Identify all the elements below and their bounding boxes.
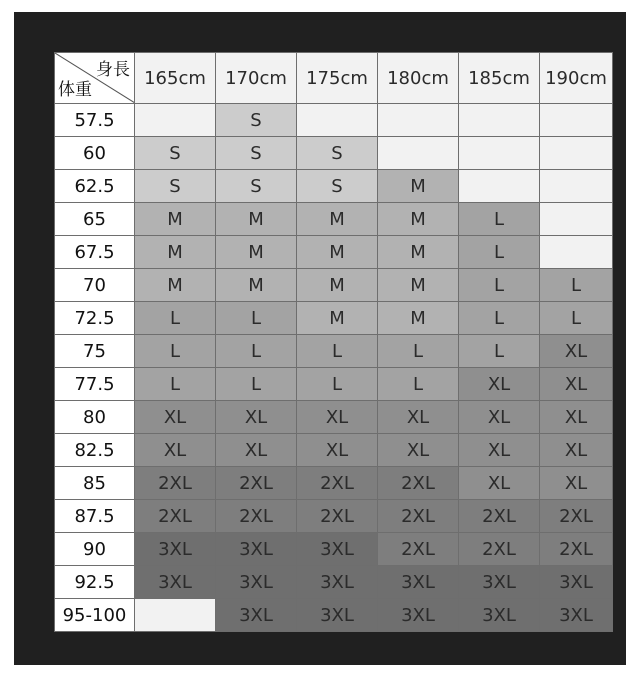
size-cell: L [459, 236, 540, 269]
size-cell: 3XL [378, 566, 459, 599]
weight-cell: 75 [55, 335, 135, 368]
size-cell: 2XL [378, 467, 459, 500]
size-chart-table [54, 52, 613, 632]
weight-cell: 90 [55, 533, 135, 566]
size-cell: 3XL [540, 599, 613, 632]
height-header-165: 165cm [135, 53, 216, 104]
size-cell: 2XL [459, 533, 540, 566]
size-cell: L [378, 368, 459, 401]
weight-cell: 57.5 [55, 104, 135, 137]
size-cell: XL [459, 467, 540, 500]
size-cell: S [216, 137, 297, 170]
size-cell: L [216, 302, 297, 335]
size-cell: 2XL [540, 500, 613, 533]
weight-cell: 60 [55, 137, 135, 170]
table-row [55, 566, 613, 599]
weight-cell: 92.5 [55, 566, 135, 599]
size-cell: M [297, 302, 378, 335]
size-cell: XL [216, 434, 297, 467]
size-cell: 2XL [216, 500, 297, 533]
table-row [55, 104, 613, 137]
size-cell: 3XL [135, 533, 216, 566]
empty-size-cell [135, 104, 216, 137]
empty-size-cell [540, 236, 613, 269]
table-row [55, 599, 613, 632]
corner-diagonal [55, 53, 134, 103]
size-cell: XL [540, 434, 613, 467]
empty-size-cell [540, 203, 613, 236]
weight-cell: 80 [55, 401, 135, 434]
size-cell: 3XL [216, 533, 297, 566]
size-cell: 3XL [216, 566, 297, 599]
table-row [55, 368, 613, 401]
empty-size-cell [540, 104, 613, 137]
table-row [55, 203, 613, 236]
weight-cell: 65 [55, 203, 135, 236]
header-row [55, 53, 613, 104]
size-cell: XL [459, 434, 540, 467]
size-cell: M [297, 236, 378, 269]
size-cell: M [378, 203, 459, 236]
weight-cell: 62.5 [55, 170, 135, 203]
size-cell: 2XL [135, 500, 216, 533]
size-cell: S [135, 137, 216, 170]
chart-frame [14, 12, 626, 665]
weight-cell: 87.5 [55, 500, 135, 533]
table-row [55, 533, 613, 566]
empty-size-cell [459, 104, 540, 137]
size-cell: 3XL [216, 599, 297, 632]
size-cell: XL [540, 335, 613, 368]
table-row [55, 500, 613, 533]
size-cell: XL [540, 368, 613, 401]
size-cell: L [297, 335, 378, 368]
size-cell: 3XL [297, 599, 378, 632]
size-cell: XL [378, 434, 459, 467]
size-cell: 3XL [378, 599, 459, 632]
size-cell: L [216, 335, 297, 368]
size-table-body [55, 104, 613, 632]
weight-cell: 72.5 [55, 302, 135, 335]
size-cell: L [216, 368, 297, 401]
size-cell: M [297, 269, 378, 302]
size-cell: L [540, 302, 613, 335]
table-row [55, 401, 613, 434]
size-cell: L [459, 269, 540, 302]
size-cell: 2XL [297, 500, 378, 533]
size-cell: XL [297, 434, 378, 467]
table-row [55, 170, 613, 203]
table-row [55, 236, 613, 269]
size-cell: M [378, 170, 459, 203]
size-cell: L [135, 368, 216, 401]
height-header-170: 170cm [216, 53, 297, 104]
size-cell: 2XL [216, 467, 297, 500]
size-cell: 2XL [378, 533, 459, 566]
size-cell: 2XL [459, 500, 540, 533]
size-cell: S [216, 104, 297, 137]
size-cell: M [216, 236, 297, 269]
size-cell: M [297, 203, 378, 236]
size-cell: 3XL [459, 566, 540, 599]
size-cell: 2XL [378, 500, 459, 533]
empty-size-cell [378, 104, 459, 137]
corner-header-cell [55, 53, 135, 104]
table-row [55, 434, 613, 467]
weight-cell: 82.5 [55, 434, 135, 467]
size-cell: XL [378, 401, 459, 434]
empty-size-cell [459, 137, 540, 170]
height-header-185: 185cm [459, 53, 540, 104]
empty-size-cell [540, 137, 613, 170]
size-cell: S [135, 170, 216, 203]
empty-size-cell [135, 599, 216, 632]
size-cell: S [297, 137, 378, 170]
empty-size-cell [378, 137, 459, 170]
size-cell: M [378, 302, 459, 335]
size-cell: XL [135, 434, 216, 467]
size-cell: XL [135, 401, 216, 434]
weight-cell: 70 [55, 269, 135, 302]
size-cell: L [378, 335, 459, 368]
weight-cell: 77.5 [55, 368, 135, 401]
weight-cell: 85 [55, 467, 135, 500]
size-cell: XL [216, 401, 297, 434]
weight-cell: 95-100 [55, 599, 135, 632]
size-cell: M [135, 269, 216, 302]
weight-cell: 67.5 [55, 236, 135, 269]
size-cell: 2XL [297, 467, 378, 500]
size-cell: XL [459, 401, 540, 434]
empty-size-cell [459, 170, 540, 203]
height-header-180: 180cm [378, 53, 459, 104]
table-row [55, 335, 613, 368]
size-cell: M [135, 203, 216, 236]
size-cell: S [216, 170, 297, 203]
size-cell: XL [540, 401, 613, 434]
table-row [55, 467, 613, 500]
table-row [55, 302, 613, 335]
size-cell: XL [540, 467, 613, 500]
size-cell: M [135, 236, 216, 269]
size-cell: 2XL [540, 533, 613, 566]
size-cell: L [459, 302, 540, 335]
size-cell: M [216, 269, 297, 302]
height-axis-label: 身長 [96, 60, 130, 80]
size-cell: M [378, 236, 459, 269]
size-cell: XL [459, 368, 540, 401]
size-cell: M [378, 269, 459, 302]
size-cell: 3XL [540, 566, 613, 599]
size-cell: 3XL [135, 566, 216, 599]
size-cell: 3XL [297, 566, 378, 599]
size-cell: 2XL [135, 467, 216, 500]
size-cell: 3XL [459, 599, 540, 632]
size-cell: XL [297, 401, 378, 434]
table-row [55, 269, 613, 302]
size-cell: L [459, 335, 540, 368]
size-cell: L [135, 302, 216, 335]
size-cell: L [297, 368, 378, 401]
size-cell: L [459, 203, 540, 236]
size-cell: L [540, 269, 613, 302]
empty-size-cell [540, 170, 613, 203]
size-cell: S [297, 170, 378, 203]
height-header-190: 190cm [540, 53, 613, 104]
weight-axis-label: 体重 [58, 80, 92, 100]
size-cell: M [216, 203, 297, 236]
table-row [55, 137, 613, 170]
size-cell: L [135, 335, 216, 368]
size-cell: 3XL [297, 533, 378, 566]
height-header-175: 175cm [297, 53, 378, 104]
empty-size-cell [297, 104, 378, 137]
